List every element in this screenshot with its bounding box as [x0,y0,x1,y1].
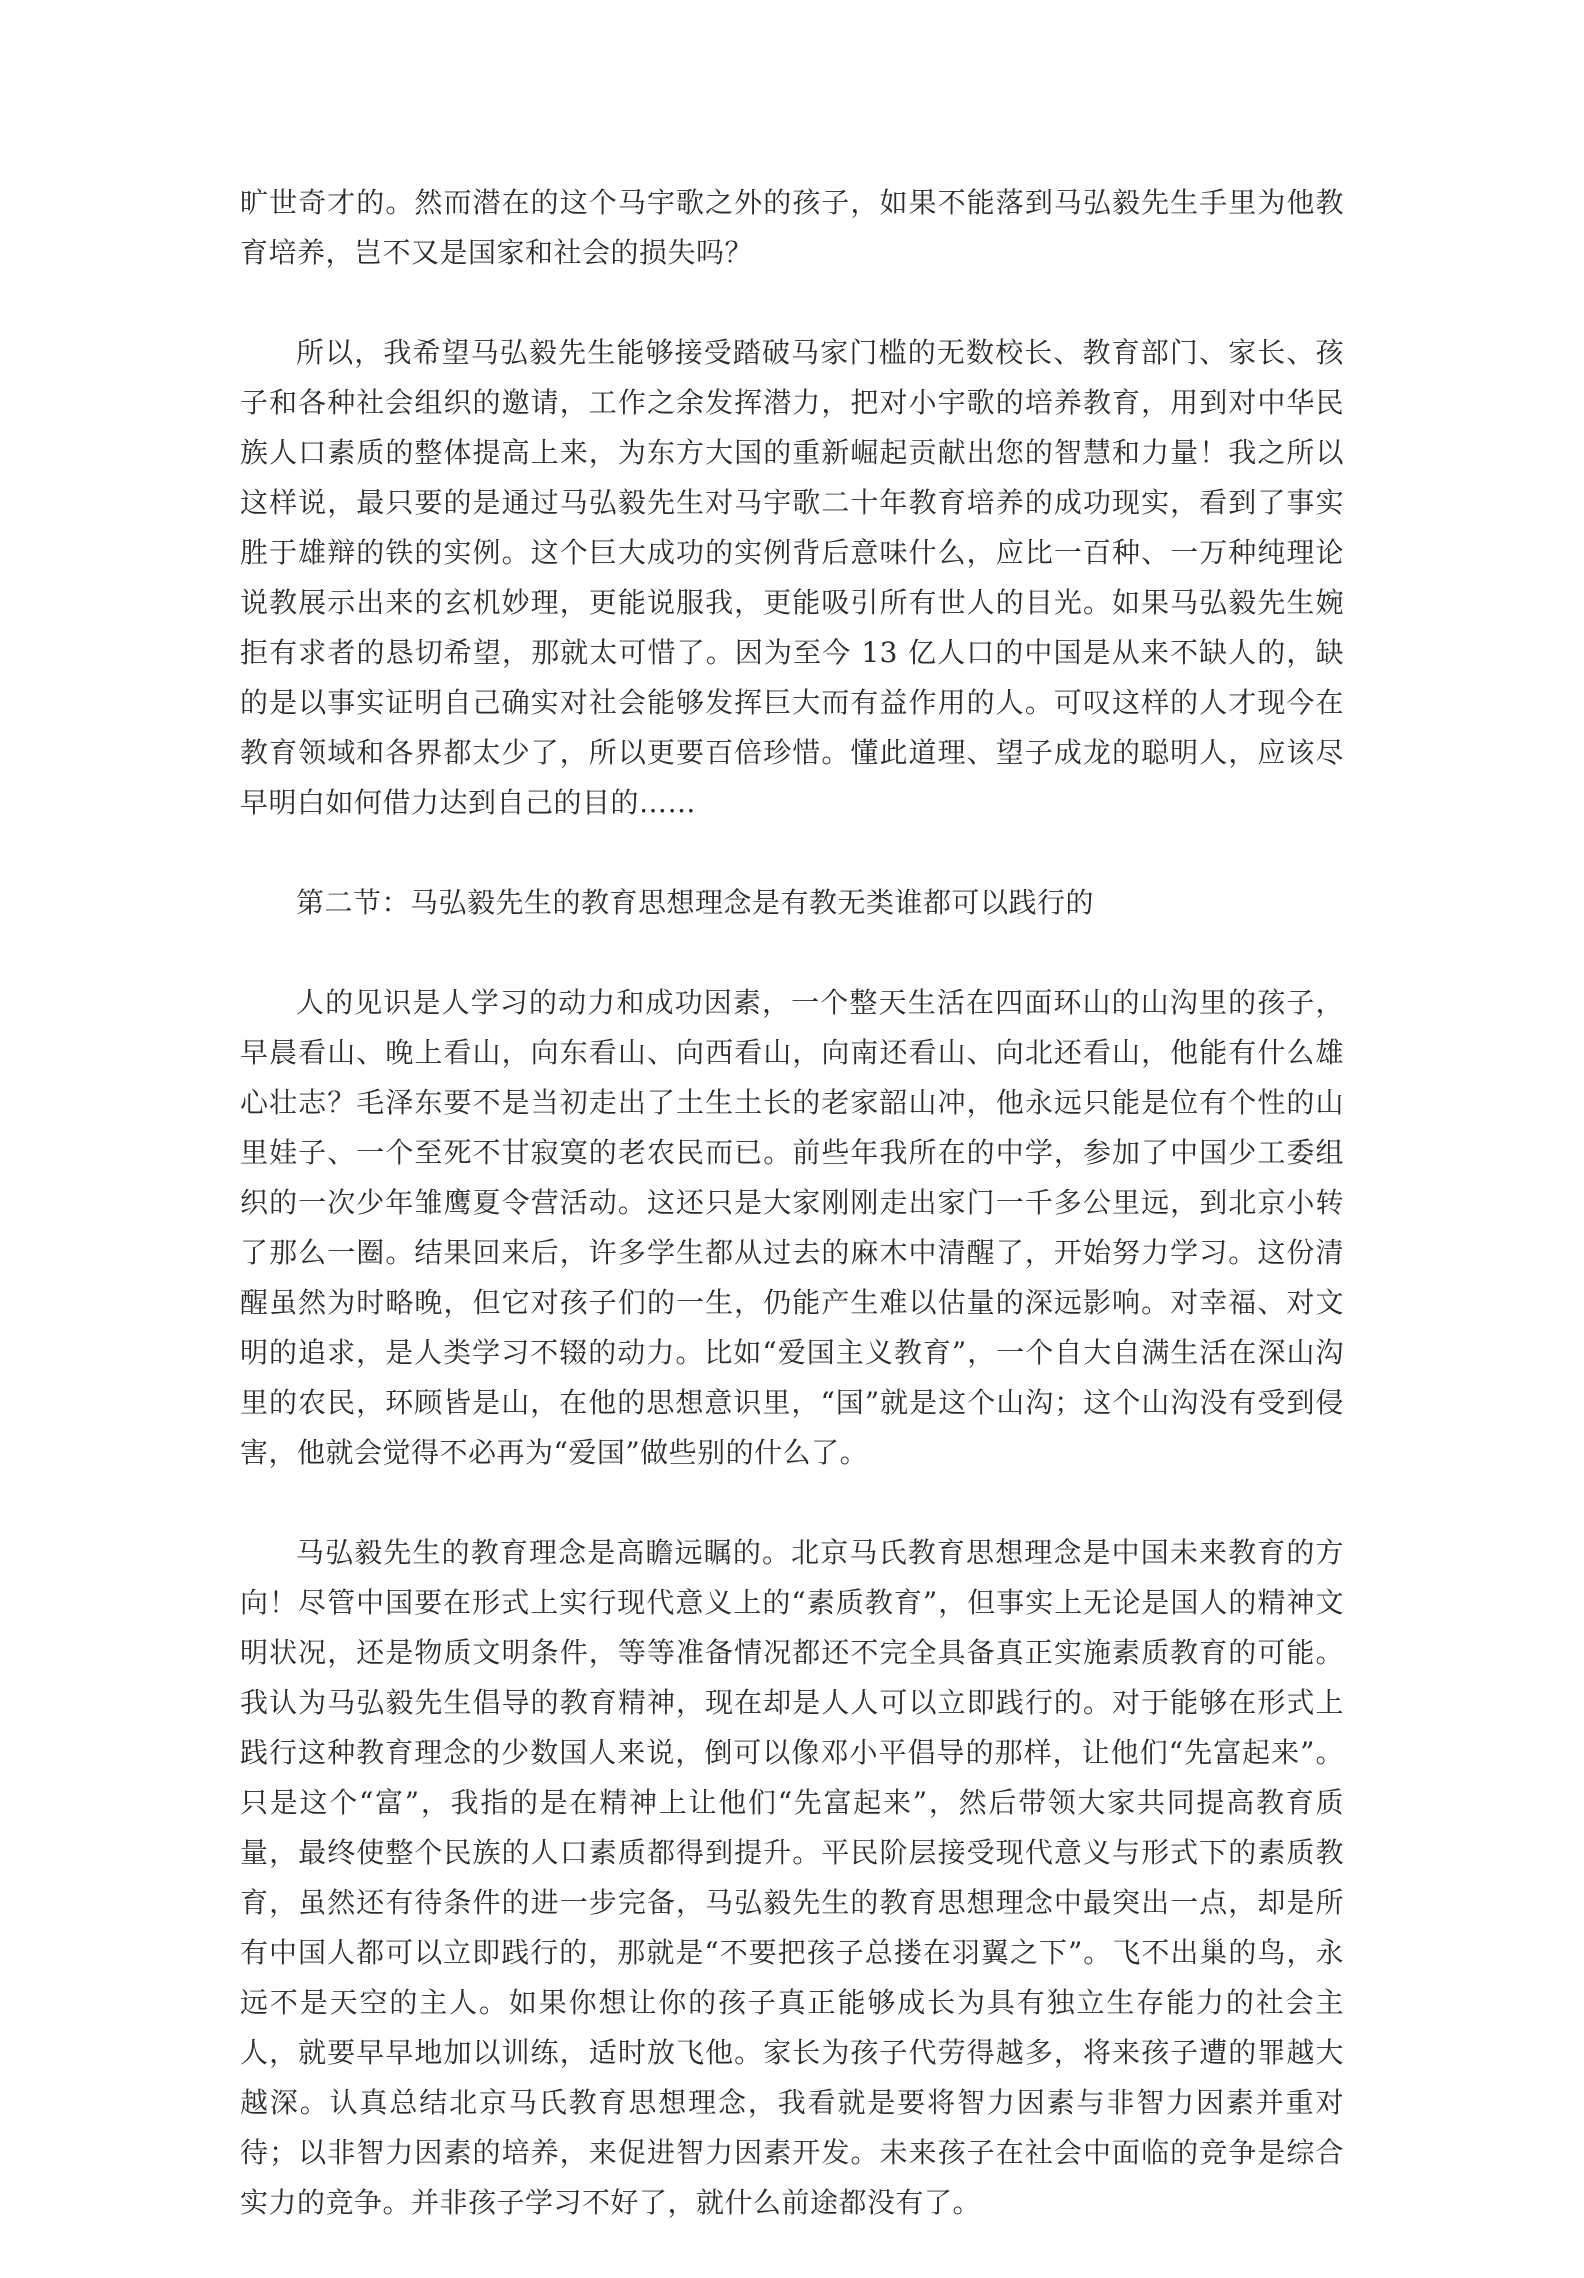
paragraph-hope: 所以，我希望马弘毅先生能够接受踏破马家门槛的无数校长、教育部门、家长、孩子和各种社会组织的邀请，工作之余发挥潜力，把对小宇歌的培养教育，用到对中华民族人口素质的整体提高上来，为东方大国的重新崛起贡献出您的智慧和力量！我之所以这样说，最只要的是通过马弘毅先生对马宇歌二十年教育培养的成功现实，看到了事实胜于雄辩的铁的实例。这个巨大成功的实例背后意味什么，应比一百种、一万种纯理论说教展示出来的玄机妙理，更能说服我，更能吸引所有世人的目光。如果马弘毅先生婉拒有求者的恳切希望，那就太可惜了。因为至今 13 亿人口的中国是从来不缺人的，缺的是以事实证明自己确实对社会能够发挥巨大而有益作用的人。可叹这样的人才现今在教育领域和各界都太少了，所以更要百倍珍惜。懂此道理、望子成龙的聪明人，应该尽早明白如何借力达到自己的目的…… [240,336,1344,819]
section-heading: 第二节：马弘毅先生的教育思想理念是有教无类谁都可以践行的 [296,886,1095,919]
paragraph-education-concept: 马弘毅先生的教育理念是高瞻远瞩的。北京马氏教育思想理念是中国未来教育的方向！尽管中国要在形式上实行现代意义上的“素质教育”，但事实上无论是国人的精神文明状况，还是物质文明条件，等等准备情况都还不完全具备真正实施素质教育的可能。我认为马弘毅先生倡导的教育精神，现在却是人人可以立即践行的。对于能够在形式上践行这种教育理念的少数国人来说，倒可以像邓小平倡导的那样，让他们“先富起来”。只是这个“富”，我指的是在精神上让他们“先富起来”，然后带领大家共同提高教育质量，最终使整个民族的人口素质都得到提升。平民阶层接受现代意义与形式下的素质教育，虽然还有待条件的进一步完备，马弘毅先生的教育思想理念中最突出一点，却是所有中国人都可以立即践行的，那就是“不要把孩子总搂在羽翼之下”。飞不出巢的鸟，永远不是天空的主人。如果你想让你的孩子真正能够成长为具有独立生存能力的社会主人，就要早早地加以训练，适时放飞他。家长为孩子代劳得越多，将来孩子遭的罪越大越深。认真总结北京马氏教育思想理念，我看就是要将智力因素与非智力因素并重对待；以非智力因素的培养，来促进智力因素开发。未来孩子在社会中面临的竞争是综合实力的竞争。并非孩子学习不好了，就什么前途都没有了。 [240,1536,1344,2219]
paragraph-knowledge: 人的见识是人学习的动力和成功因素，一个整天生活在四面环山的山沟里的孩子，早晨看山、晚上看山，向东看山、向西看山，向南还看山、向北还看山，他能有什么雄心壮志？毛泽东要不是当初走出了土生土长的老家韶山冲，他永远只能是位有个性的山里娃子、一个至死不甘寂寞的老农民而已。前些年我所在的中学，参加了中国少工委组织的一次少年雏鹰夏令营活动。这还只是大家刚刚走出家门一千多公里远，到北京小转了那么一圈。结果回来后，许多学生都从过去的麻木中清醒了，开始努力学习。这份清醒虽然为时略晚，但它对孩子们的一生，仍能产生难以估量的深远影响。对幸福、对文明的追求，是人类学习不辍的动力。比如“爱国主义教育”，一个自大自满生活在深山沟里的农民，环顾皆是山，在他的思想意识里，“国”就是这个山沟；这个山沟没有受到侵害，他就会觉得不必再为“爱国”做些别的什么了。 [240,986,1344,1469]
paragraph-continuation: 旷世奇才的。然而潜在的这个马宇歌之外的孩子，如果不能落到马弘毅先生手里为他教育培养，岂不又是国家和社会的损失吗？ [240,186,1344,269]
document-body [240,178,1344,2278]
